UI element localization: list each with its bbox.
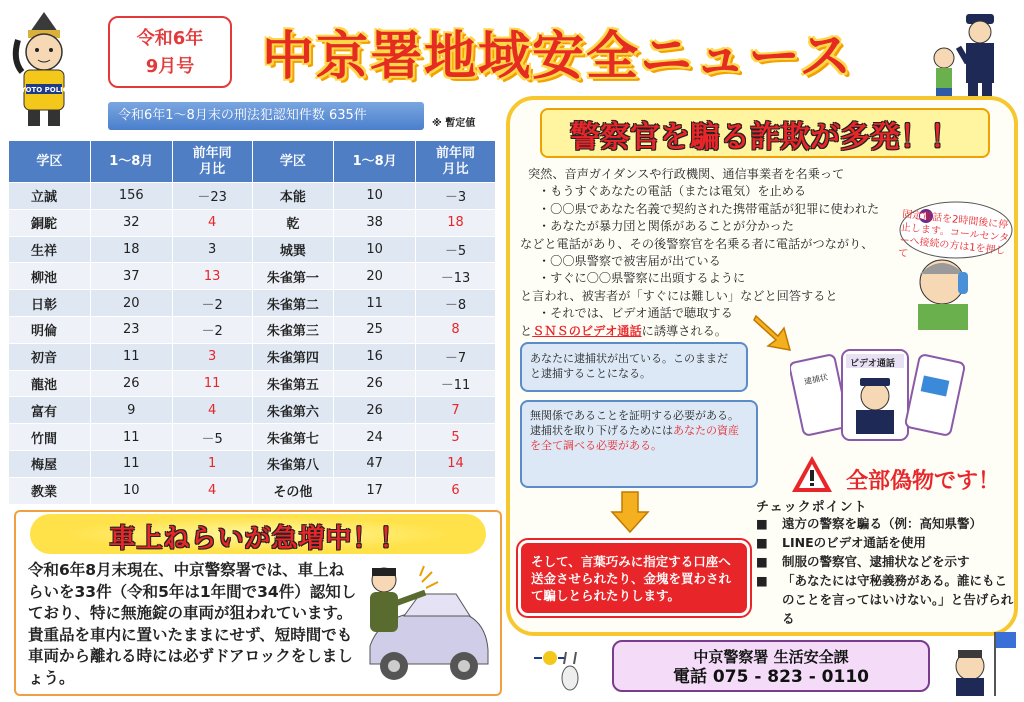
yoy-value: 14 [416,450,496,477]
district-name: 朱雀第三 [252,316,334,343]
contact-department: 中京警察署 生活安全課 [693,648,849,666]
district-name: 朱雀第一 [252,263,334,290]
yoy-value: －2 [172,290,252,317]
fraud-last-suffix: に誘導される。 [641,323,727,338]
table-row [9,236,496,263]
district-name: 立誠 [9,183,91,210]
car-thief-illustration [360,560,494,690]
count-value: 10 [90,477,172,504]
fraud-bullet: ・もうすぐあなたの電話（または電気）を止める [538,184,807,199]
yoy-value: －3 [416,183,496,210]
district-name: 明倫 [9,316,91,343]
count-value: 20 [334,263,416,290]
count-value: 11 [90,343,172,370]
fraud-result-box: そして、言葉巧みに指定する口座へ送金させられたり、金塊を買わされて騙しとられたりします。 [518,540,750,616]
count-value: 38 [334,209,416,236]
count-value: 10 [334,183,416,210]
station-logo [528,638,588,698]
district-name: 本能 [252,183,334,210]
fraud-bullet: ・〇〇県警察で被害届が出ている [538,254,721,269]
district-name: 朱雀第六 [252,397,334,424]
district-name: 竹間 [9,424,91,451]
list-item [756,514,1018,533]
count-value: 32 [90,209,172,236]
yoy-value: 13 [172,263,252,290]
district-name: 朱雀第四 [252,343,334,370]
mascot-badge-text: KYOTO POLICE [15,86,73,94]
district-name: 教業 [9,477,91,504]
district-name: 乾 [252,209,334,236]
district-name: 城巽 [252,236,334,263]
provisional-note: ※ 暫定値 [432,118,476,129]
count-value: 10 [334,236,416,263]
col-header-count-2: 1～8月 [334,141,416,183]
col-header-yoy [172,141,252,183]
yoy-value: 4 [172,477,252,504]
checkpoint-text: 「あなたには守秘義務がある。誰にもこのことを言ってはいけない。」と告げられる [782,573,1014,626]
col-header-yoy-text-2: 前年同月比 [436,145,476,177]
yoy-value: 5 [416,424,496,451]
bullet-square-icon: ■ [756,573,768,588]
district-name: 朱雀第二 [252,290,334,317]
fraud-description [520,166,900,340]
table-row [9,450,496,477]
district-name: その他 [252,477,334,504]
col-header-count: 1～8月 [90,141,172,183]
mascot-samurai [8,10,80,130]
district-name: 柳池 [9,263,91,290]
fraud-bullet: ・すぐに〇〇県警察に出頭するように [538,271,746,286]
district-name: 朱雀第五 [252,370,334,397]
count-value: 16 [334,343,416,370]
warning-icon [790,454,834,494]
warrant-label: 逮捕状 [803,372,829,387]
district-name: 梅屋 [9,450,91,477]
sns-video-call-highlight: ＳＮＳのビデオ通話 [532,323,642,338]
count-value: 18 [90,236,172,263]
table-row [9,316,496,343]
checkpoint-text: 遠方の警察を騙る（例：高知県警） [782,516,983,531]
yoy-value: －11 [416,370,496,397]
checkpoint-list [756,514,1018,628]
table-row [9,397,496,424]
count-value: 11 [90,450,172,477]
checkpoint-title: チェックポイント [756,500,868,515]
police-officer-illustration [924,8,1020,100]
table-row [9,209,496,236]
yoy-value: －5 [172,424,252,451]
table-row [9,290,496,317]
fraud-last-prefix: と [520,323,533,338]
yoy-value: 1 [172,450,252,477]
car-theft-body: 令和6年8月末現在、中京警察署では、車上ねらいを33件（令和5年は1年間で34件）認知しており、特に無施錠の車両が狙われています。貴重品を車内に置いたままにせず、短時間でも車両から離れる時には必ずドアロックをしましょう。 [28,561,357,687]
bullet-square-icon: ■ [756,554,768,569]
fraud-line: などと電話があり、その後警察官を名乗る者に電話がつながり、 [520,236,874,251]
yoy-value: 7 [416,397,496,424]
count-value: 26 [90,370,172,397]
newsletter-title: 中京署地域安全ニュース [262,27,854,87]
table-row [9,183,496,210]
speech-assets-black: 無関係であることを証明する必要がある。逮捕状を取り下げるためには [530,409,739,437]
arrow-down-icon [610,490,650,534]
yoy-value: 18 [416,209,496,236]
speech-assets-red: あなたの資産を全て調べる必要がある。 [530,424,739,452]
table-row [9,263,496,290]
car-theft-title: 車上ねらいが急増中！！ [109,524,407,554]
yoy-value: －7 [416,343,496,370]
list-item [756,552,1018,571]
count-value: 24 [334,424,416,451]
bullet-square-icon: ■ [756,535,768,550]
col-header-yoy-2 [416,141,496,183]
count-value: 25 [334,316,416,343]
count-value: 11 [334,290,416,317]
table-row [9,424,496,451]
checkpoint-text: 制服の警察官、逮捕状などを示す [782,554,970,569]
issue-month: 9月号 [145,56,195,77]
district-name: 富有 [9,397,91,424]
bullet-square-icon: ■ [756,516,768,531]
checkpoint-text: LINEのビデオ通話を使用 [782,535,926,550]
district-name: 生祥 [9,236,91,263]
district-name: 初音 [9,343,91,370]
count-value: 9 [90,397,172,424]
yoy-value: －13 [416,263,496,290]
district-name: 朱雀第八 [252,450,334,477]
yoy-value: 4 [172,209,252,236]
yoy-value: －2 [172,316,252,343]
yoy-value: 11 [172,370,252,397]
all-fake-warning: 全部偽物です！ [846,469,1001,494]
contact-phone: 電話 075 - 823 - 0110 [673,667,869,687]
table-row [9,370,496,397]
yoy-value: 6 [416,477,496,504]
video-call-illustration [790,344,968,444]
contact-box [612,640,930,692]
fraud-line-intro: 突然、音声ガイダンスや行政機関、通信事業者を名乗って [528,167,845,181]
table-row [9,343,496,370]
yoy-value: －8 [416,290,496,317]
count-value: 11 [90,424,172,451]
col-header-district: 学区 [9,141,91,183]
list-item [756,533,1018,552]
fraud-bullet: ・あなたが暴力団と関係があることが分かった [538,219,794,234]
count-value: 26 [334,397,416,424]
count-value: 23 [90,316,172,343]
yoy-value: 3 [172,236,252,263]
count-value: 47 [334,450,416,477]
list-item [756,571,1018,628]
recorded-message-note: 固定電話を2時間後に停止します。コールセンターへ接続の方は1を押して [897,209,1010,260]
table-header-row [9,141,496,183]
count-value: 156 [90,183,172,210]
speech-bubble-assets [520,400,758,488]
count-value: 37 [90,263,172,290]
count-value: 17 [334,477,416,504]
count-value: 26 [334,370,416,397]
district-name: 銅駝 [9,209,91,236]
crime-count-banner: 令和6年1～8月末の刑法犯認知件数 635件 [108,102,424,130]
yoy-value: 8 [416,316,496,343]
issue-year: 令和6年 [136,28,204,49]
yoy-value: －5 [416,236,496,263]
police-flag-mascot [944,628,1020,698]
issue-date-box [108,16,232,88]
speech-bubble-warrant: あなたに逮捕状が出ている。このままだと逮捕することになる。 [520,342,748,392]
yoy-value: 4 [172,397,252,424]
col-header-district-2: 学区 [252,141,334,183]
crime-stats-table [8,140,496,505]
district-name: 龍池 [9,370,91,397]
yoy-value: 3 [172,343,252,370]
count-value: 20 [90,290,172,317]
fraud-title: 警察官を騙る詐欺が多発！！ [570,120,960,155]
fraud-bullet: ・それでは、ビデオ通話で聴取する [538,306,733,321]
video-call-label: ビデオ通話 [850,359,895,369]
table-row [9,477,496,504]
yoy-value: －23 [172,183,252,210]
fraud-line-sns [520,323,900,340]
district-name: 朱雀第七 [252,424,334,451]
fraud-bullet: ・〇〇県であなた名義で契約された携帯電話が犯罪に使われた [538,201,880,216]
district-name: 日彰 [9,290,91,317]
fraud-line: と言われ、被害者が「すぐには難しい」などと回答すると [520,288,838,303]
col-header-yoy-text: 前年同月比 [192,145,232,177]
